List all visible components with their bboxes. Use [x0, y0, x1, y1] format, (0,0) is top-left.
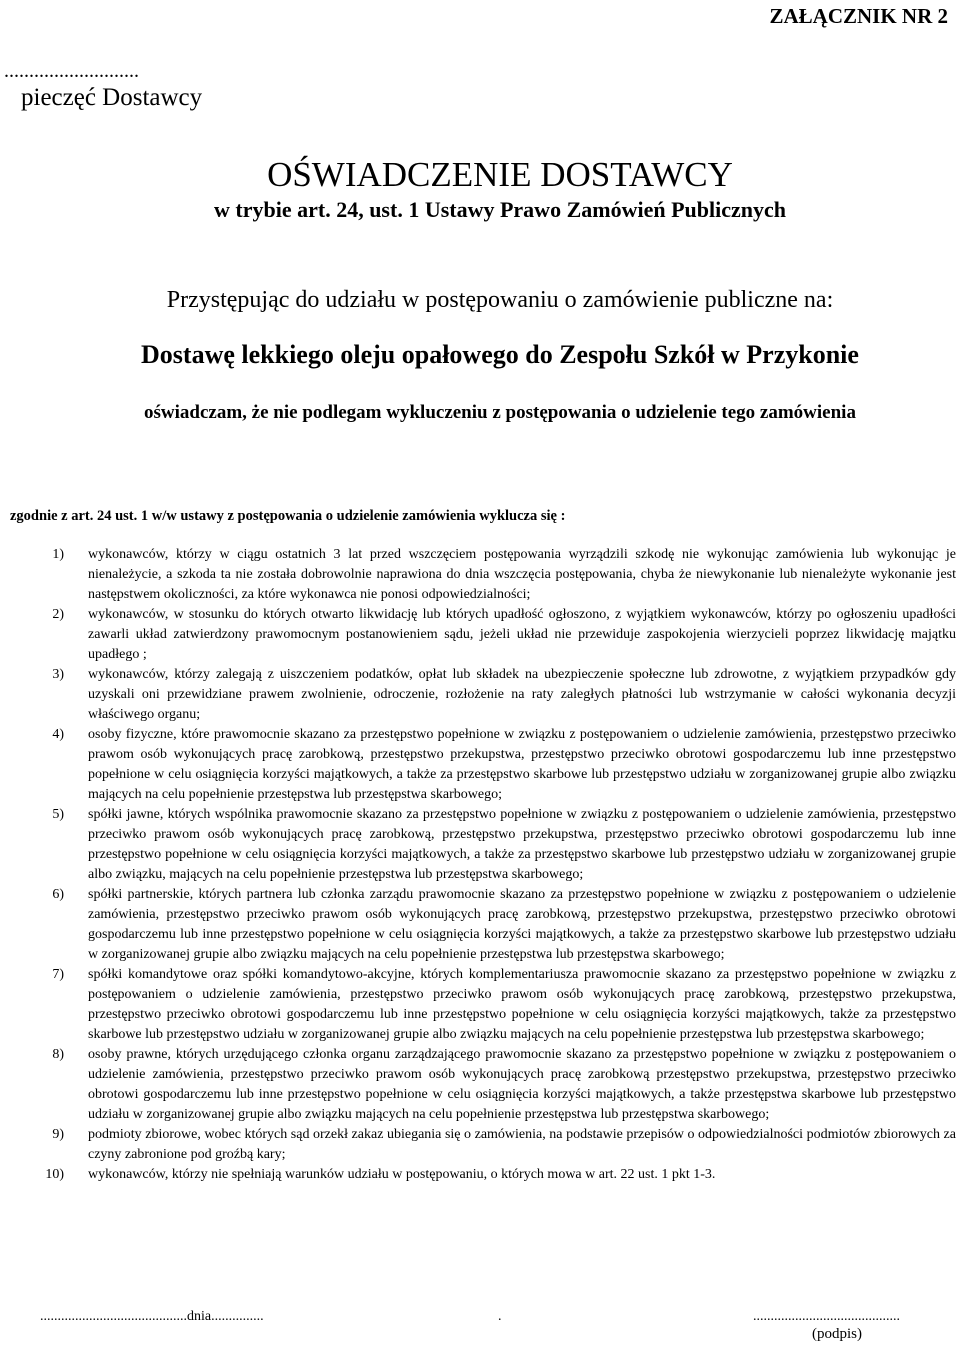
item-number: 5) — [52, 807, 64, 822]
document-title: OŚWIADCZENIE DOSTAWCY — [267, 155, 733, 194]
item-number: 2) — [52, 607, 64, 622]
list-item — [18, 965, 956, 1045]
document-subtitle: w trybie art. 24, ust. 1 Ustawy Prawo Zamówień Publicznych — [214, 197, 786, 222]
declaration-text: oświadczam, że nie podlegam wykluczeniu z postępowania o udzielenie tego zamówienia — [144, 402, 856, 423]
list-item — [18, 1045, 956, 1125]
stamp-placeholder-dots: ........................... — [4, 60, 139, 82]
stamp-label: pieczęć Dostawcy — [21, 84, 203, 111]
item-text: spółki komandytowe oraz spółki komandytowo-akcyjne, których komplementariusza prawomocnie skazano za przestępstwo popełnione w związku z postępowaniem o udzielenie zamówienia, przestępstwo przeciwko prawom osób wykonujących pracę zarobkową, przestępstwo przekupstwa, przestępstwo przeciwko obrotowi gospodarczemu lub inne przestępstwo popełnione w celu osiągnięcia korzyści majątkowych, także za przestępstwo skarbowe lub przestępstwo udziału w zorganizowanej grupie albo związku mających na celu popełnienie przestępstwa lub przestępstwa skarbowego; — [88, 967, 956, 1042]
item-text: wykonawców, w stosunku do których otwarto likwidację lub których upadłość ogłoszono, z wyjątkiem wykonawców, którzy po ogłoszeniu upadłości zawarli układ zatwierdzony prawomocnym postanowieniem sądu, jeżeli układ nie przewiduje zaspokojenia wierzycieli poprzez likwidację majątku upadłego ; — [88, 607, 956, 662]
signature-label: (podpis) — [812, 1326, 862, 1342]
list-item — [18, 805, 956, 885]
item-number: 3) — [52, 667, 64, 682]
item-number: 1) — [52, 547, 64, 562]
item-text: wykonawców, którzy w ciągu ostatnich 3 lat przed wszczęciem postępowania wyrządzili szkodę nie wykonując zamówienia lub wykonując je nienależycie, a szkoda ta nie została dobrowolnie naprawiona do dnia wszczęcia postępowania, chyba że niewykonanie lub nienależyte wykonanie jest następstwem okoliczności, za które wykonawca nie ponosi odpowiedzialności; — [88, 547, 956, 602]
separator-dot: . — [498, 1309, 502, 1324]
list-item — [18, 885, 956, 965]
list-item — [18, 725, 956, 805]
legal-basis-text: zgodnie z art. 24 ust. 1 w/w ustawy z postępowania o udzielenie zamówienia wyklucza się : — [10, 508, 566, 524]
intro-text: Przystępując do udziału w postępowaniu o zamówienie publiczne na: — [166, 287, 834, 313]
list-item — [18, 665, 956, 725]
exclusion-conditions-list — [18, 545, 956, 1185]
item-number: 4) — [52, 727, 64, 742]
list-item — [18, 1125, 956, 1165]
item-text: wykonawców, którzy zalegają z uiszczeniem podatków, opłat lub składek na ubezpieczenie społeczne lub zdrowotne, z wyjątkiem przypadków gdy uzyskali oni przewidziane prawem zwolnienie, odroczenie, rozłożenie na raty zaległych płatności lub wstrzymanie w całości wykonania decyzji właściwego organu; — [88, 667, 956, 722]
item-number: 10) — [45, 1167, 64, 1182]
procurement-subject: Dostawę lekkiego oleju opałowego do Zespołu Szkół w Przykonie — [141, 340, 859, 369]
item-text: osoby prawne, których urzędującego członka organu zarządzającego prawomocnie skazano za przestępstwo popełnione w związku z postępowaniem o udzielenie zamówienia, przestępstwo przeciwko prawom osób wykonujących pracę zarobkową przestępstwo przekupstwa, przestępstwo przeciwko obrotowi gospodarczemu lub inne przestępstwo popełnione w celu osiągnięcia korzyści majątkowych, a także przestępstwa skarbowe lub przestępstwo udziału w zorganizowanej grupie albo związku mających na celu popełnienie przestępstwa lub przestępstwa skarbowego; — [88, 1047, 956, 1122]
item-text: podmioty zbiorowe, wobec których sąd orzekł zakaz ubiegania się o zamówienia, na podstawie przepisów o odpowiedzialności podmiotów zbiorowych za czyny zabronione pod groźbą kary; — [88, 1127, 956, 1162]
list-item — [18, 605, 956, 665]
item-number: 7) — [52, 967, 64, 982]
item-number: 6) — [52, 887, 64, 902]
date-placeholder: ..........................................dnia............... — [40, 1309, 264, 1324]
item-number: 9) — [52, 1127, 64, 1142]
item-text: spółki jawne, których wspólnika prawomocnie skazano za przestępstwo popełnione w związku z postępowaniem o udzielenie zamówienia, przestępstwo przeciwko prawom osób wykonujących pracę zarobkową, przestępstwo przekupstwa, przestępstwo przeciwko obrotowi gospodarczemu lub inne przestępstwo popełnione w celu osiągnięcia korzyści majątkowych, a także za przestępstwo skarbowe lub przestępstwo udziału w zorganizowanej grupie albo związku, mających na celu popełnienie przestępstwa lub przestępstwa skarbowego; — [88, 807, 956, 882]
item-text: spółki partnerskie, których partnera lub członka zarządu prawomocnie skazano za przestępstwo popełnione w związku z postępowaniem o udzielenie zamówienia, przestępstwo przeciwko prawom osób wykonujących pracę zarobkową, przestępstwo przekupstwa, przestępstwo przeciwko obrotowi gospodarczemu lub inne przestępstwo popełnione w celu osiągnięcia korzyści majątkowych, a także za przestępstwo skarbowe lub przestępstwo udziału w zorganizowanej grupie albo związku mających na celu popełnienie przestępstwa lub przestępstwa skarbowego; — [88, 887, 956, 962]
item-text: osoby fizyczne, które prawomocnie skazano za przestępstwo popełnione w związku z postępowaniem o udzielenie zamówienia, przestępstwo przeciwko prawom osób wykonujących pracę zarobkową, przestępstwo przekupstwa, przestępstwo przeciwko obrotowi gospodarczemu lub inne przestępstwo popełnione w celu osiągnięcia korzyści majątkowych, a także za przestępstwo skarbowe lub przestępstwo udziału w zorganizowanej grupie albo związku mających na celu popełnienie przestępstwa lub przestępstwa skarbowego; — [88, 727, 956, 802]
annex-label: ZAŁĄCZNIK NR 2 — [769, 4, 948, 28]
list-item — [18, 545, 956, 605]
item-number: 8) — [52, 1047, 64, 1062]
list-item — [18, 1165, 956, 1185]
signature-placeholder-dots: .......................................... — [753, 1309, 900, 1324]
item-text: wykonawców, którzy nie spełniają warunków udziału w postępowaniu, o których mowa w art. 22 ust. 1 pkt 1-3. — [88, 1167, 716, 1182]
